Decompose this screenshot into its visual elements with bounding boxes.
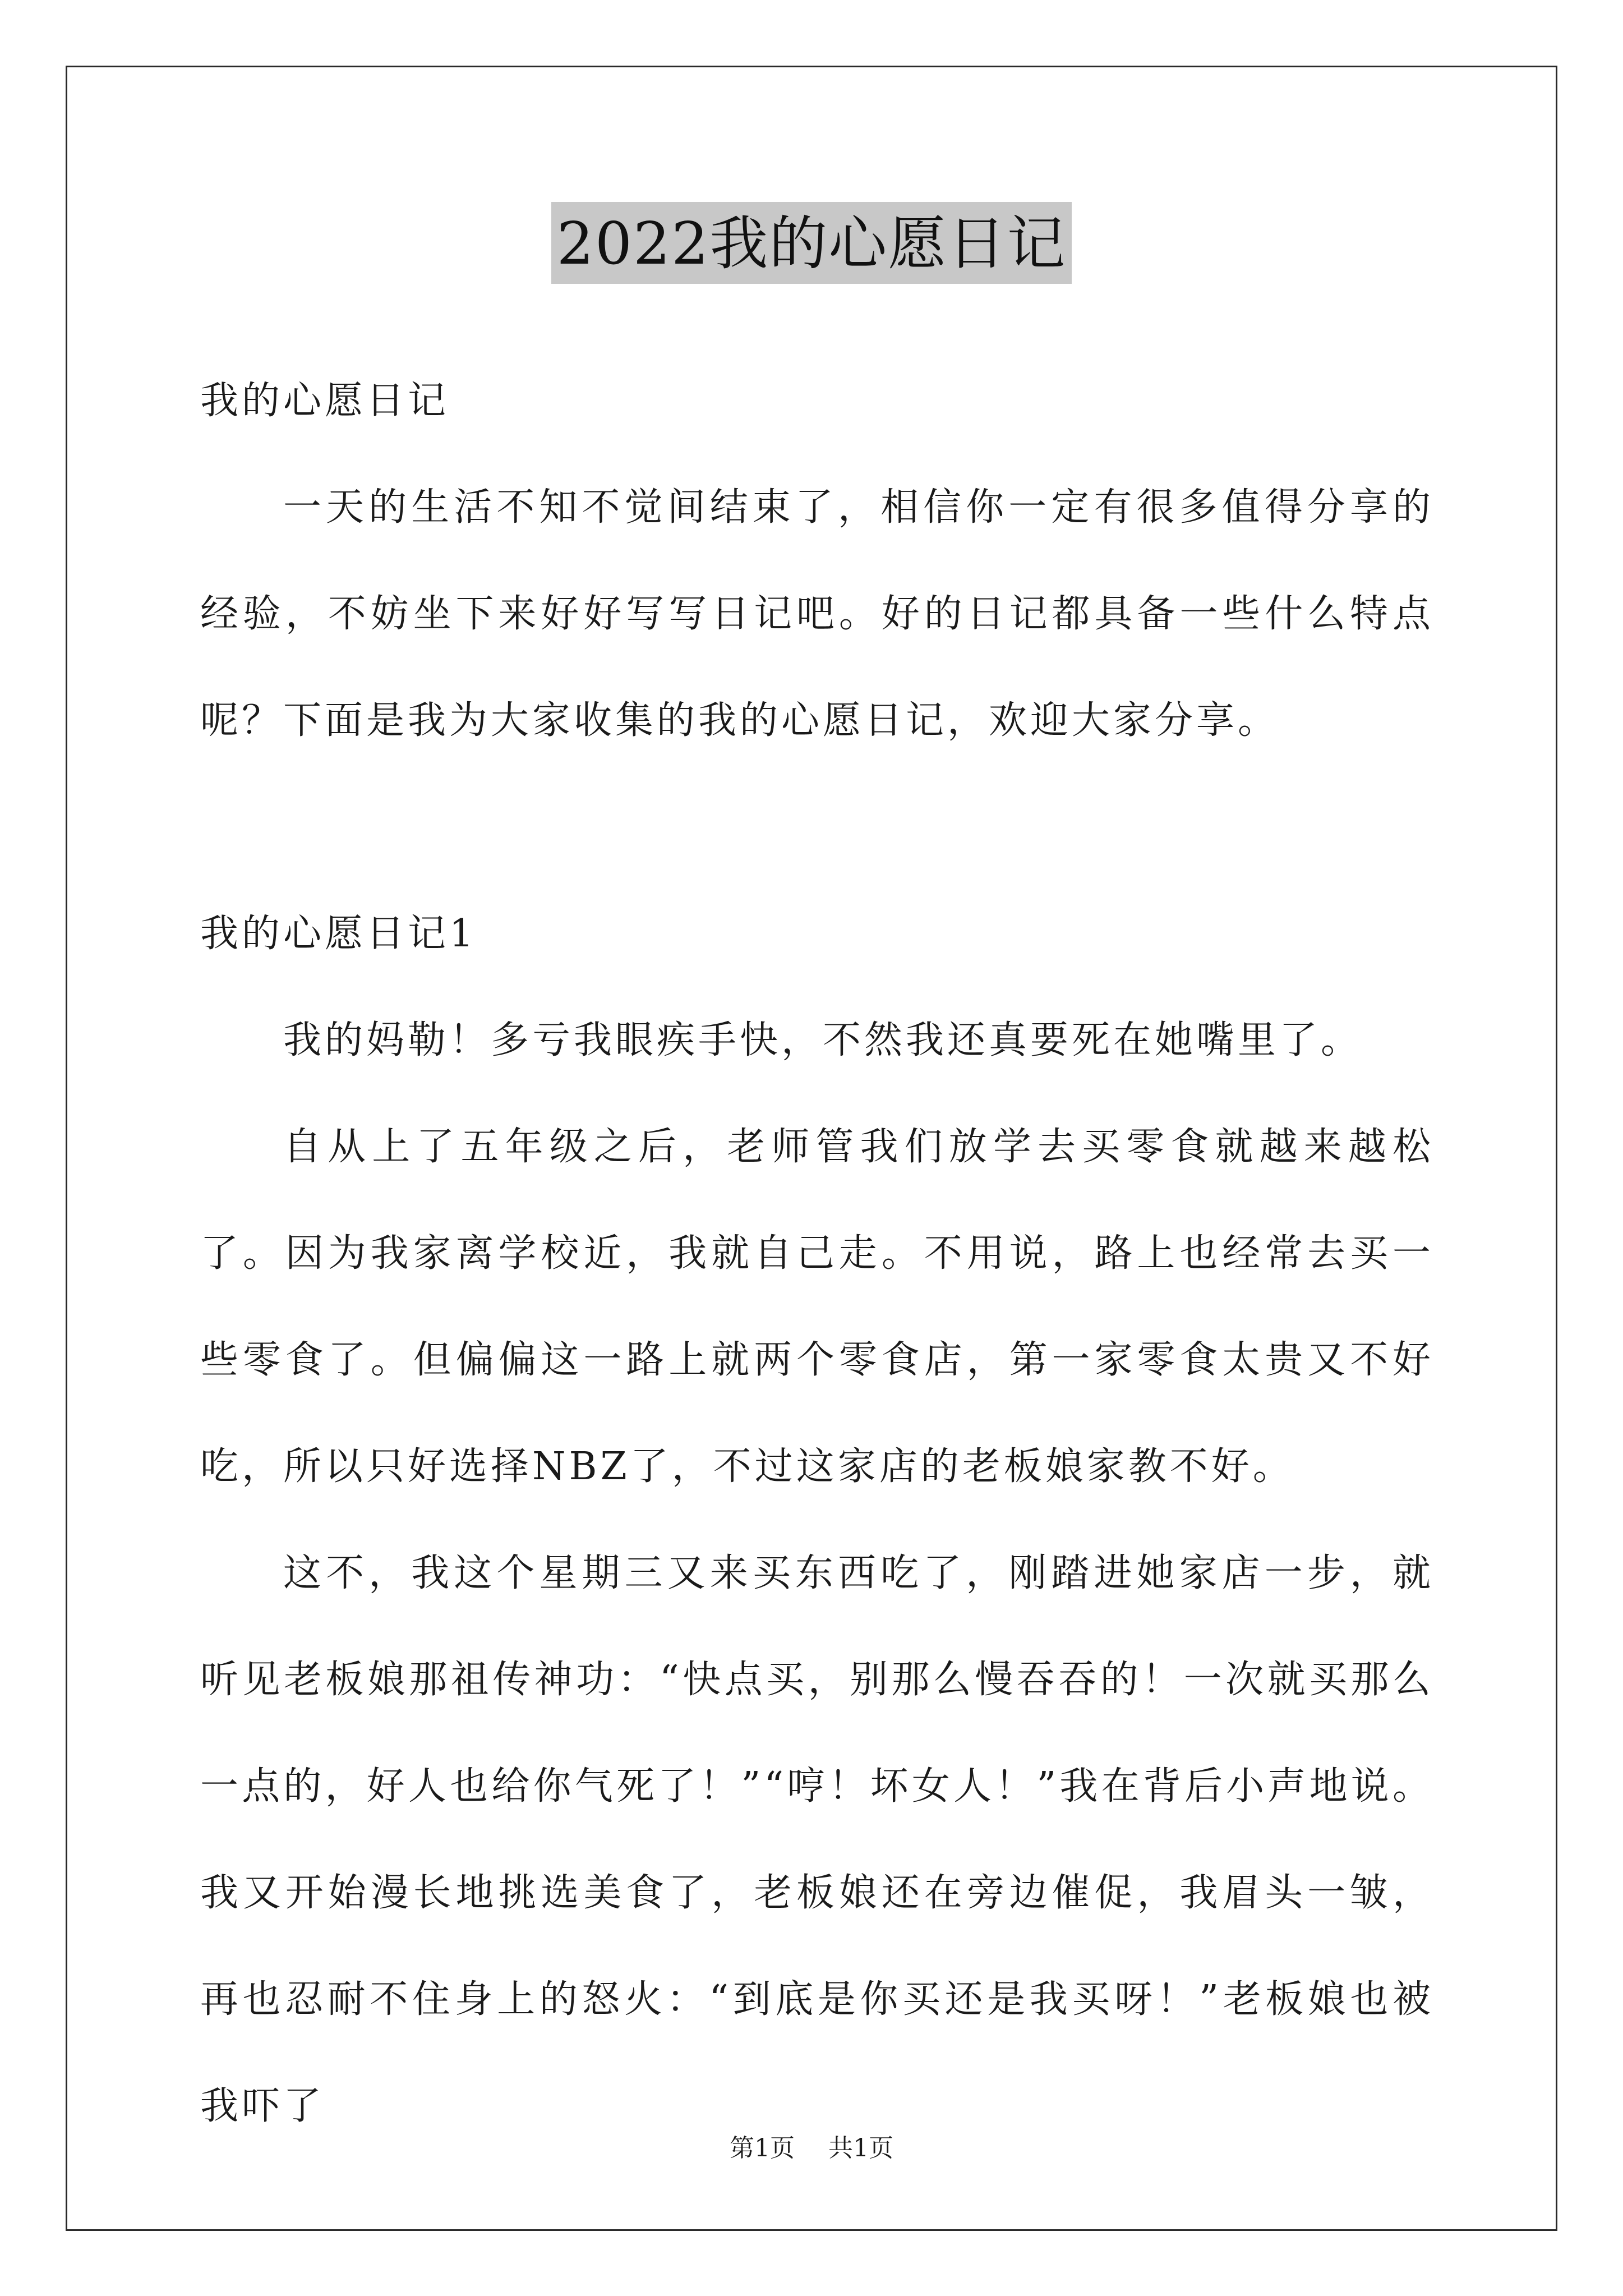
intro-paragraph: 一天的生活不知不觉间结束了，相信你一定有很多值得分享的经验，不妨坐下来好好写写日记吧。好的日记都具备一些什么特点呢？下面是我为大家收集的我的心愿日记，欢迎大家分享。 [200, 485, 1434, 743]
body-paragraph: 自从上了五年级之后，老师管我们放学去买零食就越来越松了。因为我家离学校近，我就自己走。不用说，路上也经常去买一些零食了。但偏偏这一路上就两个零食店，第一家零食太贵又不好吃，所以只好选择NBZ了，不过这家店的老板娘家教不好。 [200, 1125, 1434, 1489]
page-number-total: 共1页 [828, 2134, 893, 2162]
page-footer [0, 2132, 1623, 2165]
title-container [0, 202, 1623, 284]
body-paragraph: 我的妈勒！多亏我眼疾手快，不然我还真要死在她嘴里了。 [283, 1018, 1363, 1062]
document-title: 2022我的心愿日记 [551, 202, 1072, 284]
section-heading: 我的心愿日记1 [200, 912, 477, 956]
body-paragraph: 这不，我这个星期三又来买东西吃了，刚踏进她家店一步，就听见老板娘那祖传神功：“快点买，别那么慢吞吞的！一次就买那么一点的，好人也给你气死了！”“哼！坏女人！”我在背后小声地说。我又开始漫长地挑选美食了，老板娘还在旁边催促，我眉头一皱，再也忍耐不住身上的怒火：“到底是你买还是我买呀！”老板娘也被我吓了 [200, 1551, 1434, 2128]
document-body [200, 348, 1434, 2160]
section-spacer [200, 774, 1434, 881]
intro-heading: 我的心愿日记 [200, 379, 450, 423]
page-number-current: 第1页 [730, 2134, 795, 2162]
